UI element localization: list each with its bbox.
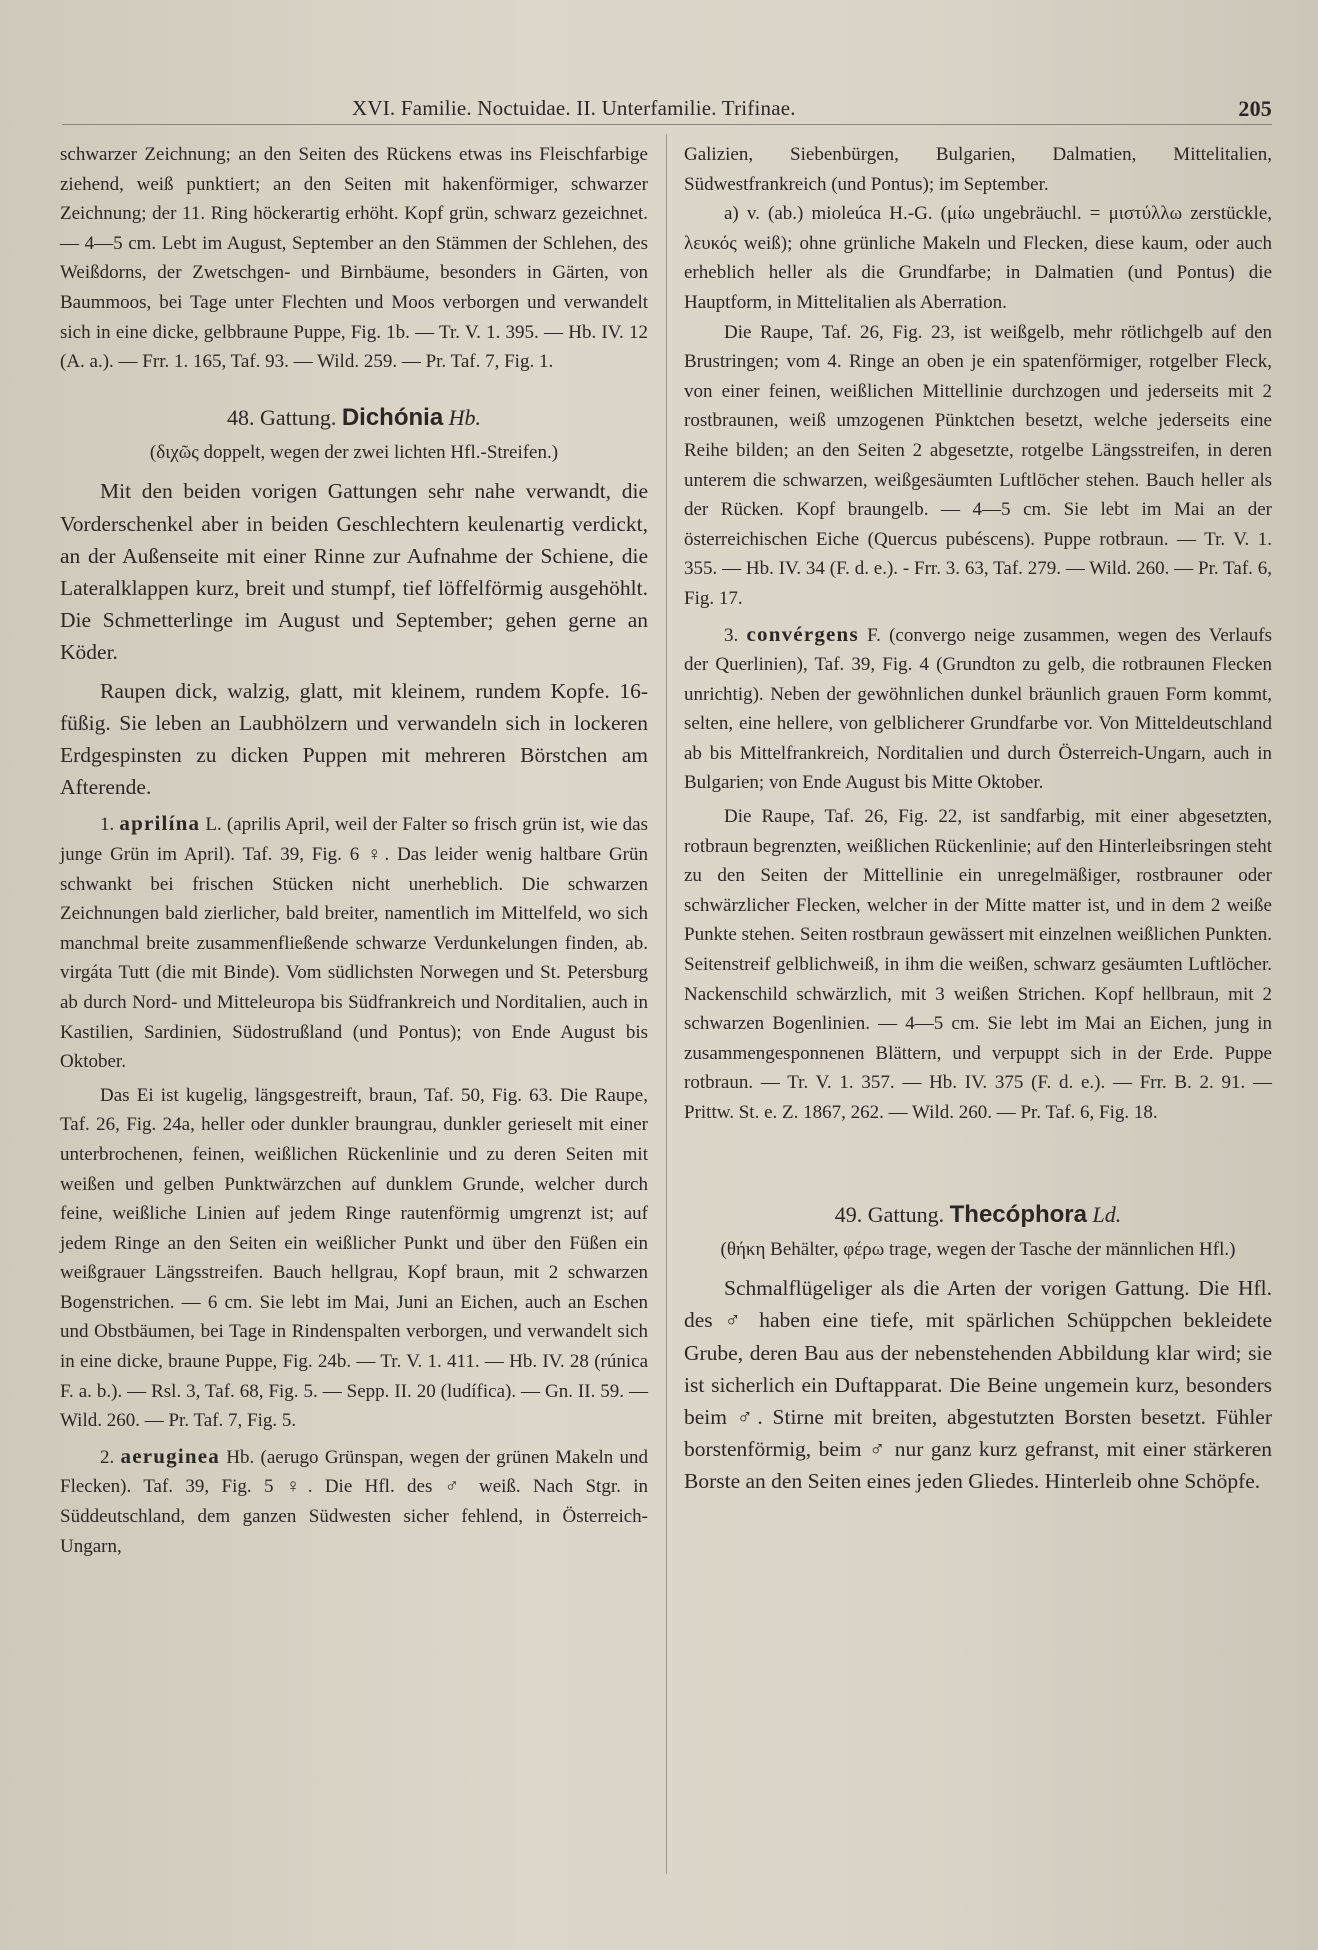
genus-heading-48	[60, 403, 648, 433]
left-column	[60, 140, 648, 1561]
species-name: aeruginea	[120, 1443, 220, 1468]
species-number: 2.	[100, 1446, 115, 1468]
column-divider	[666, 134, 667, 1874]
right-column	[684, 140, 1272, 1498]
species-description: F. (convergo neige zusammen, wegen des Verlaufs der Querlinien), Taf. 39, Fig. 4 (Grundton zu gelb, die rotbraunen Flecken unrichtig). Neben der gewöhnlichen dunkel bräunlich grauen Form kommt, selten, eine hellere, von gelblicherer Grundfarbe vor. Von Mitteldeutschland ab bis Mittelfrankreich, Norditalien und durch Österreich-Ungarn, auch in Bulgarien; von Ende August bis Mitte Oktober.	[684, 624, 1273, 794]
genus-name: Thecóphora	[949, 1200, 1087, 1228]
paragraph: schwarzer Zeichnung; an den Seiten des Rückens etwas ins Fleischfarbige ziehend, weiß punktiert; an den Seiten mit hakenförmiger, schwarzer Zeichnung; der 11. Ring höckerartig erhöht. Kopf grün, schwarz gezeichnet. — 4—5 cm. Lebt im August, September an den Stämmen der Schlehen, des Weißdorns, der Zwetschgen- und Birnbäume, besonders in Gärten, von Baummoos, bei Tage unter Flechten und Moos verborgen und verwandelt sich in eine dicke, gelbbraune Puppe, Fig. 1b. — Tr. V. 1. 395. — Hb. IV. 12 (A. a.). — Frr. 1. 165, Taf. 93. — Wild. 259. — Pr. Taf. 7, Fig. 1.	[60, 144, 648, 373]
paragraph: Die Raupe, Taf. 26, Fig. 22, ist sandfarbig, mit einer abgesetzten, rotbraun begrenzten, weißlichen Rückenlinie; auf den Hinterleibsringen steht zu den Seiten der Mittellinie ein unregelmäßiger, rostbrauner oder schwärzlicher Flecken, welcher in der Mitte matter ist, und in dem 2 weiße Punkte stehen. Seiten rostbraun gewässert mit einzelnen weißlichen Punkten. Seitenstreif gelblichweiß, in ihm die weißen, schwarz gesäumten Luftlöcher. Nackenschild schwärzlich, mit 3 weißen Strichen. Kopf hellbraun, mit 2 schwarzen Bogenlinien. — 4—5 cm. Sie lebt im Mai an Eichen, jung in zusammengesponnenen Blättern, und verpuppt sich in der Erde. Puppe rotbraun. — Tr. V. 1. 357. — Hb. IV. 375 (F. d. e.). — Frr. B. 2. 91. — Prittw. St. e. Z. 1867, 262. — Wild. 260. — Pr. Taf. 6, Fig. 18.	[684, 806, 1272, 1123]
genus-heading-49	[684, 1200, 1272, 1230]
header-title: XVI. Familie. Noctuidae. II. Unterfamilie. Trifinae.	[352, 96, 796, 120]
genus-number: 49. Gattung.	[834, 1201, 945, 1227]
genus-number: 48. Gattung.	[226, 404, 337, 430]
paragraph: Das Ei ist kugelig, längsgestreift, braun, Taf. 50, Fig. 63. Die Raupe, Taf. 26, Fig. 24a, heller oder dunkler braungrau, dunkler gerieselt mit einer unterbrochenen, feinen, weißlichen Rückenlinie und zu deren Seiten mit weißen und gelben Punktwärzchen auf dunklem Grunde, welcher durch feine, weißliche Linien auf jedem Ringe rautenförmig umgrenzt ist; auf jedem Ringe an den Seiten ein weißlicher Punkt und über den Füßen ein weißgrauer Längsstreifen. Bauch hellgrau, Kopf braun, mit 2 schwarzen Bogenstrichen. — 6 cm. Sie lebt im Mai, Juni an Eichen, auch an Eschen und Obstbäumen, bei Tage in Rindenspalten verborgen, und verwandelt sich in eine dicke, braune Puppe, Fig. 24b. — Tr. V. 1. 411. — Hb. IV. 28 (rúnica F. a. b.). — Rsl. 3, Taf. 68, Fig. 5. — Sepp. II. 20 (ludífica). — Gn. II. 59. — Wild. 260. — Pr. Taf. 7, Fig. 5.	[60, 1084, 648, 1432]
genus-author: Ld.	[1092, 1201, 1122, 1227]
running-header	[62, 92, 1272, 126]
paragraph: Mit den beiden vorigen Gattungen sehr nahe verwandt, die Vorderschenkel aber in beiden Geschlechtern keulenartig verdickt, an der Außenseite mit einer Rinne zur Aufnahme der Schiene, die Lateralklappen kurz, breit und stumpf, tief löffelförmig ausgehöhlt. Die Schmetterlinge im August und September; gehen gerne an Köder.	[60, 479, 648, 665]
species-description: Hb. (aerugo Grünspan, wegen der grünen Makeln und Flecken). Taf. 39, Fig. 5 ♀. Die Hfl. des ♂ weiß. Nach Stgr. in Süddeutschland, dem ganzen Südwesten sicher fehlend, in Österreich-Ungarn,	[60, 1446, 649, 1557]
genus-name: Dichónia	[341, 403, 444, 431]
genus-etymology: (θήκη Behälter, φέρω trage, wegen der Tasche der männlichen Hfl.)	[720, 1239, 1236, 1261]
species-description: L. (aprilis April, weil der Falter so frisch grün ist, wie das junge Grün im April). Taf. 39, Fig. 6 ♀. Das leider wenig haltbare Grün schwankt bei frischen Stücken nicht unerheblich. Die schwarzen Zeichnungen bald zierlicher, bald breiter, namentlich im Mittelfeld, wo sich manchmal breite zusammenfließende schwarze Verdunkelungen finden, ab. virgáta Tutt (die mit Binde). Vom südlichsten Norwegen und St. Petersburg ab durch Nord- und Mitteleuropa bis Südfrankreich und Norditalien, auch in Kastilien, Sardinien, Südostrußland (und Pontus); von Ende August bis Oktober.	[60, 814, 648, 1073]
paragraph: Die Raupe, Taf. 26, Fig. 23, ist weißgelb, mehr rötlichgelb auf den Brustringen; vom 4. Ringe an oben je ein spatenförmiger, rotgelber Fleck, von einer feinen, weißlichen Mittellinie durchzogen und jederseits mit 2 rostbraunen, weiß umzogenen Pünktchen besetzt, welche jederseits eine Reihe bilden; an den Seiten 2 abgesetzte, rotgelbe Längsstreifen, in deren unterem die schwarzen, weißgesäumten Luftlöcher stehen. Bauch heller als der Rücken. Kopf braungelb. — 4—5 cm. Sie lebt im Mai an der österreichischen Eiche (Quercus pubéscens). Puppe rotbraun. — Tr. V. 1. 355. — Hb. IV. 34 (F. d. e.). - Frr. 3. 63, Taf. 279. — Wild. 260. — Pr. Taf. 6, Fig. 17.	[684, 321, 1272, 609]
species-entry-convergens	[684, 620, 1272, 799]
species-name: aprilína	[119, 811, 201, 836]
paragraph: Schmalflügeliger als die Arten der vorigen Gattung. Die Hfl. des ♂ haben eine tiefe, mit spärlichen Schüppchen bekleidete Grube, deren Bau aus der nebenstehenden Abbildung klar wird; sie ist sicherlich ein Duftapparat. Die Beine ungemein kurz, besonders beim ♂. Stirne mit breiten, abgestutzten Borsten besetzt. Fühler borstenförmig, beim ♂ nur ganz kurz gefranst, mit einer stärkeren Borste an den Seiten eines jeden Gliedes. Hinterleib ohne Schöpfe.	[684, 1276, 1272, 1494]
paragraph: Raupen dick, walzig, glatt, mit kleinem, rundem Kopfe. 16-füßig. Sie leben an Laubhölzern und verwandeln sich in lockeren Erdgespinsten zu dicken Puppen mit mehreren Börstchen am Afterende.	[60, 678, 648, 800]
header-rule	[62, 124, 1272, 125]
paragraph: a) v. (ab.) mioleúca H.-G. (μίω ungebräuchl. = μιστύλλω zerstückle, λευκός weiß); ohne grünliche Makeln und Flecken, diese kaum, oder auch erheblich heller als die Grundfarbe; in Dalmatien (und Pontus) die Hauptform, in Mittelitalien als Aberration.	[684, 203, 1272, 313]
page-number: 205	[1238, 96, 1272, 121]
species-entry-aprilina	[60, 809, 648, 1076]
species-number: 3.	[724, 624, 739, 646]
species-entry-aeruginea	[60, 1442, 648, 1561]
species-number: 1.	[100, 814, 115, 836]
genus-etymology: (διχῶς doppelt, wegen der zwei lichten Hfl.-Streifen.)	[149, 442, 559, 464]
species-name: convérgens	[746, 621, 859, 646]
paragraph: Galizien, Siebenbürgen, Bulgarien, Dalmatien, Mittelitalien, Südwestfrankreich (und Pontus); im September.	[684, 144, 1272, 195]
genus-author: Hb.	[448, 404, 482, 430]
